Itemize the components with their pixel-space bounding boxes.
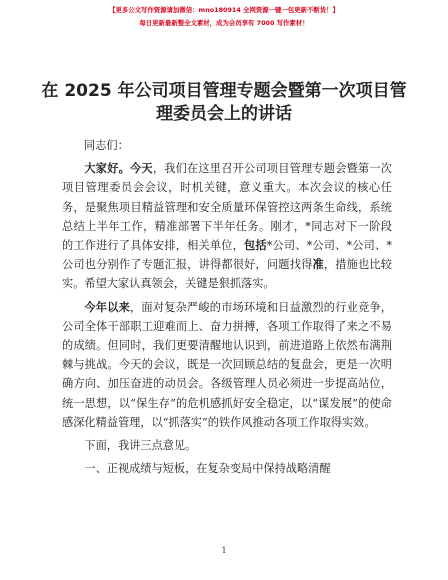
bold-this-year: 今年以来	[84, 299, 130, 314]
section-heading-1: 一、正视成绩与短板，在复杂变局中保持战略清醒	[84, 462, 331, 476]
paragraph-opening	[62, 159, 392, 293]
page-number: 1	[221, 546, 227, 555]
salutation: 同志们：	[84, 139, 129, 152]
paragraph-this-year	[62, 298, 392, 432]
paragraph-this-year-text: ，面对复杂严峻的市场环境和日益激烈的行业竞争，公司全体干部职工迎难而上、奋力拼搏，各项工作取得了来之不易的成绩。但同时，我们更要清醒地认识到，前进道路上依然布满荆棘与挑战。今天的会议，既是一次回顾总结的复盘会，更是一次明确方向、加压奋进的动员会。各级管理人员必须进一步提高站位，统一思想，以“保生存”的危机感抓好安全稳定，以“谋发展”的使命感深化精益管理，以“抓落实”的铁作风推动各项工作取得实效。	[62, 300, 392, 429]
promo-banner	[0, 6, 448, 28]
document-body	[62, 136, 392, 482]
promo-banner-line-1: 【更多公文写作资源请加微信：mno180914 全网资源一键一包更新不断货！】	[109, 6, 339, 14]
paragraph-opening-text-3: ，措施也比较实。希望大家认真领会，关键是狠抓落实。	[62, 258, 392, 291]
bold-greeting: 大家好。	[84, 161, 130, 176]
paragraph-opening-text-2: *公司、*公司、*公司、*公司也分别作了专题汇报，讲得都很好，问题找得	[62, 239, 392, 272]
bold-today: 今天	[130, 161, 153, 176]
promo-banner-line-2: 每日更新最新整全文素材，成为会员享有 7000 写作素材！	[139, 19, 309, 27]
paragraph-three-points: 下面，我讲三点意见。	[84, 439, 197, 453]
paragraph-opening-text-1: ，我们在这里召开公司项目管理专题会暨第一次项目管理委员会会议，时机关键，意义重大。本次会议的核心任务，是聚焦项目精益管理和安全质量环保管控这两条生命线，系统总结上半年工作，精准部署下半年任务。刚才，*同志对下一阶段的工作进行了具体安排，相关单位，	[62, 162, 392, 253]
document-title	[30, 80, 418, 126]
bold-accurate: 准	[312, 257, 324, 272]
bold-including: 包括	[243, 238, 267, 253]
document-title-line-1: 在 2025 年公司项目管理专题会暨第一次项目管	[41, 81, 407, 101]
document-title-line-2: 理委员会上的讲话	[156, 104, 292, 124]
